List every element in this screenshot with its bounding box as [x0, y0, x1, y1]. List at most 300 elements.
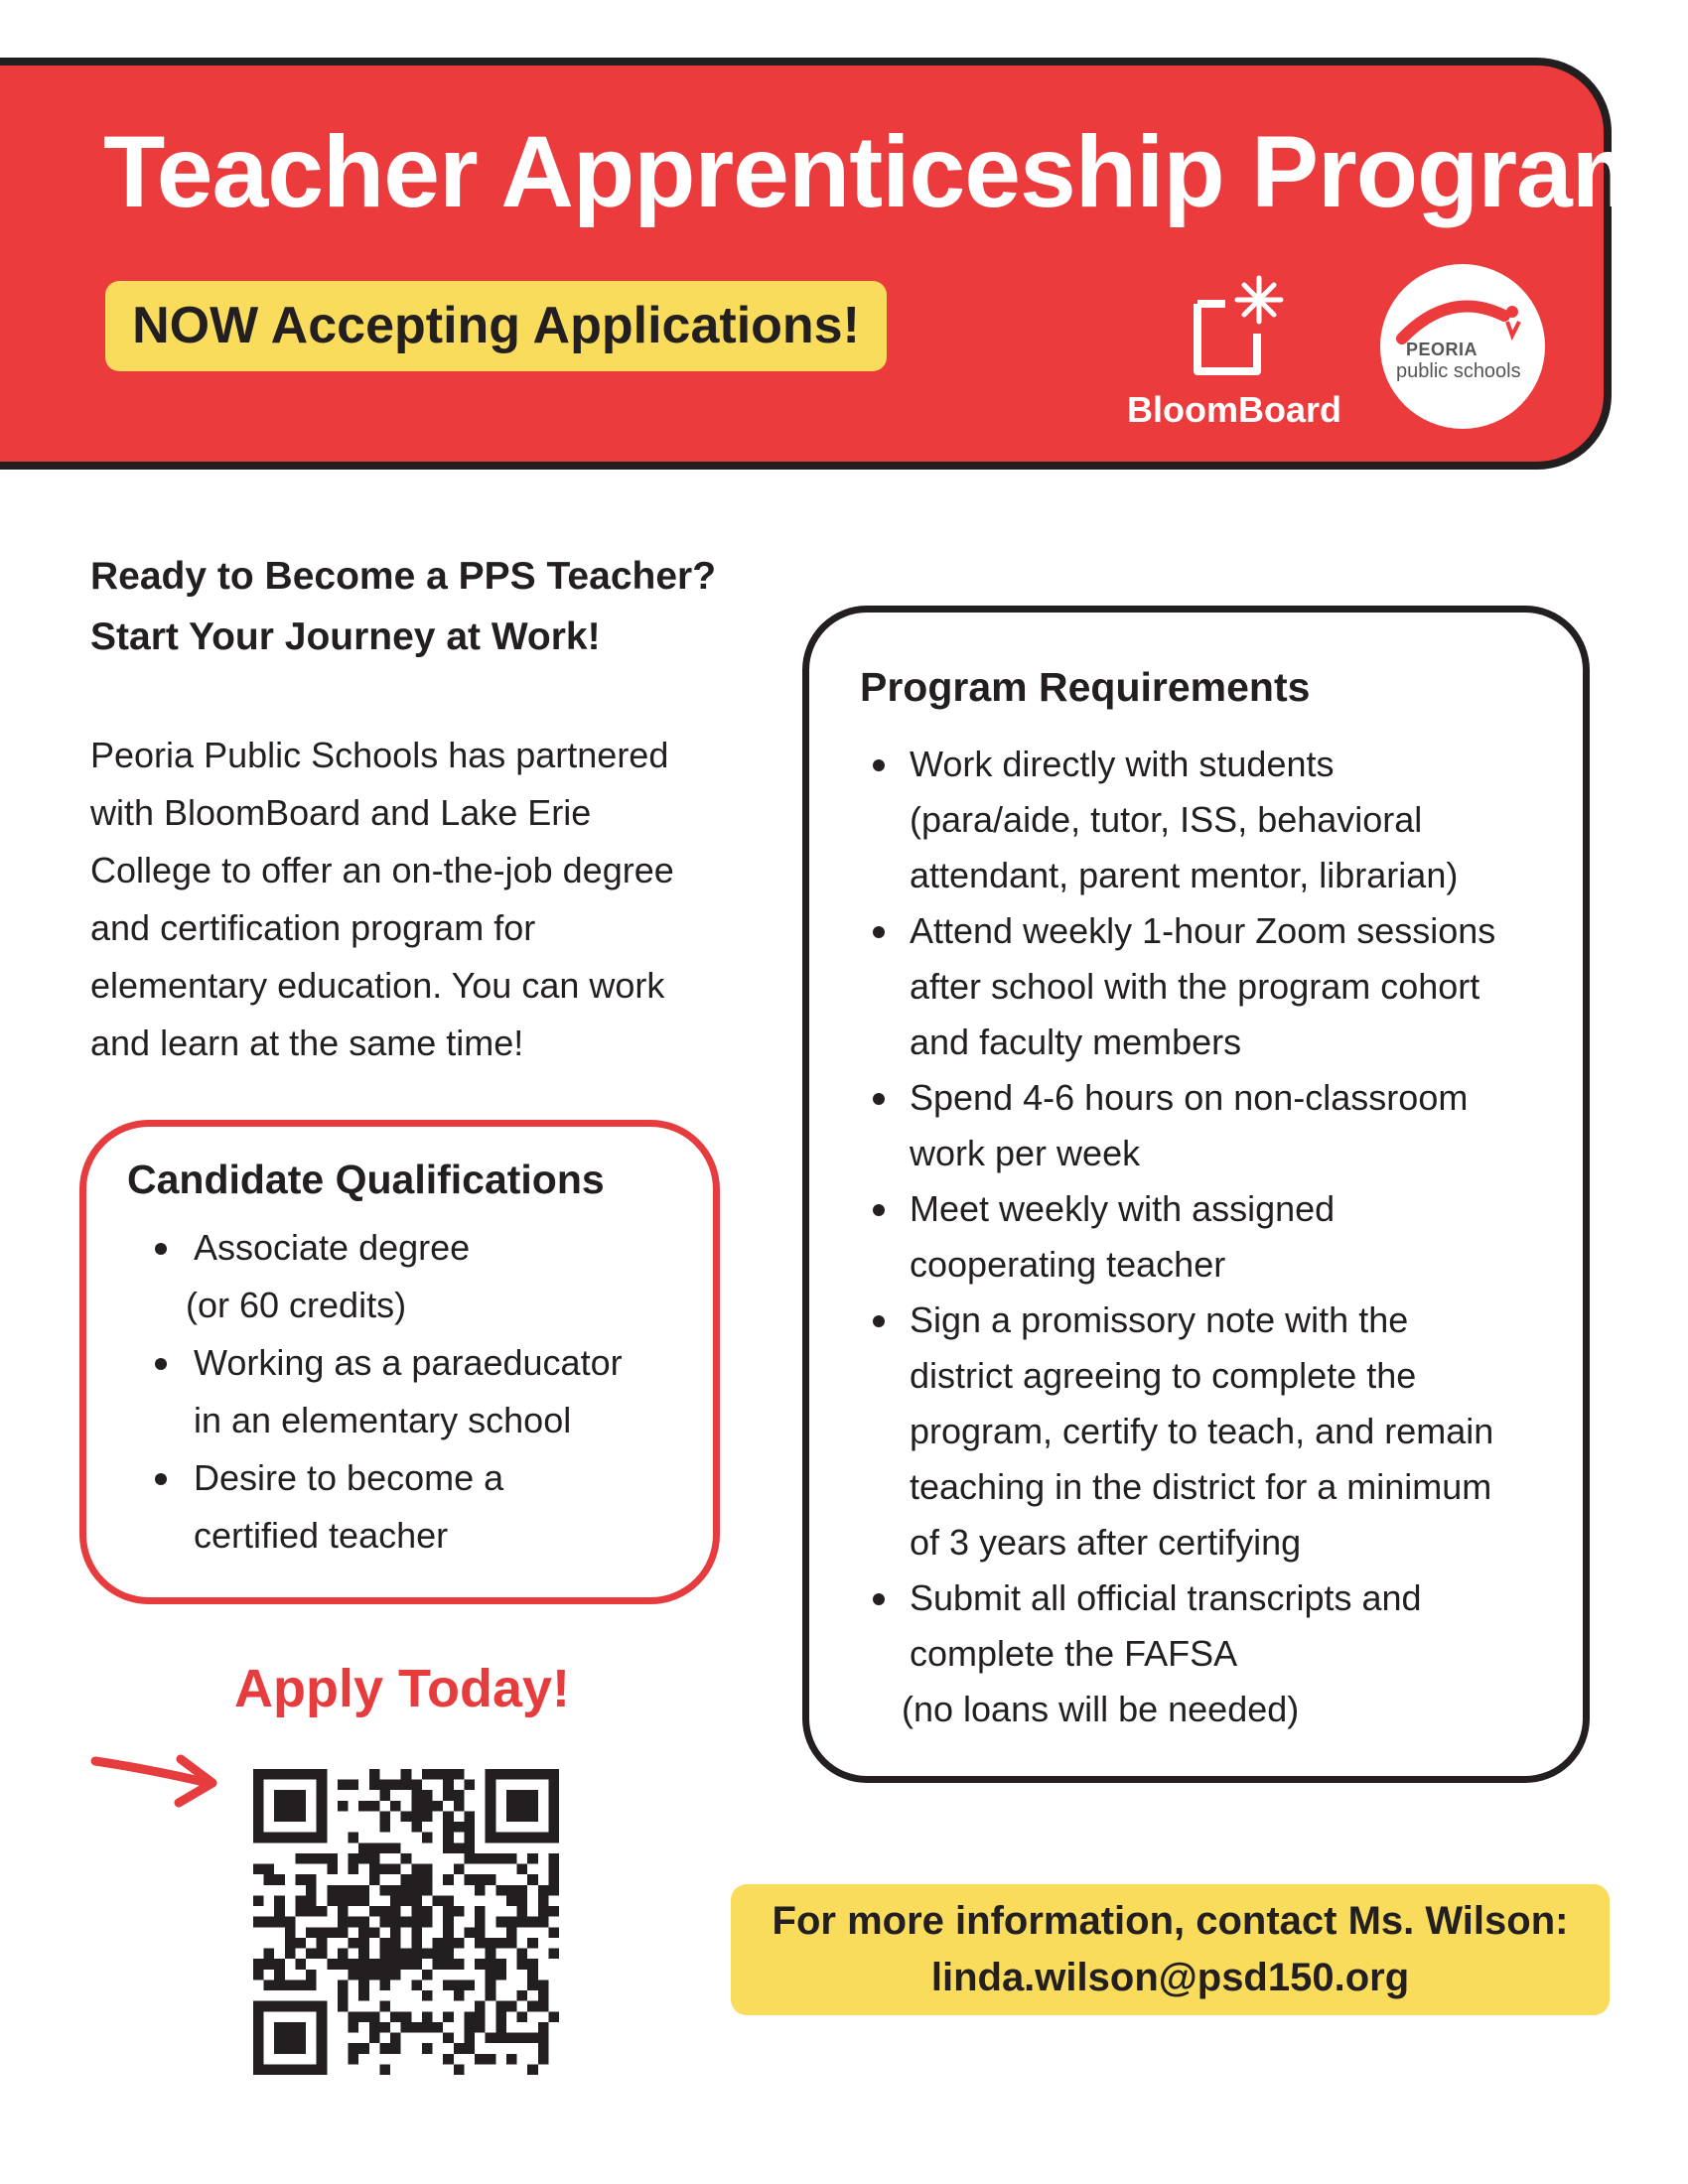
qr-module [295, 1853, 306, 1864]
qr-module [401, 1780, 412, 1791]
qr-module [379, 1843, 390, 1853]
qr-module [411, 1927, 422, 1938]
qr-module [433, 1959, 444, 1970]
qr-module [495, 1885, 506, 1896]
qr-module [317, 2001, 328, 2012]
qr-module [306, 1874, 317, 1885]
qr-module [495, 2011, 506, 2022]
qr-module [317, 1780, 328, 1791]
qr-module [253, 1959, 264, 1970]
contact-box [731, 1884, 1610, 2015]
qr-module [349, 1885, 359, 1896]
qr-module [253, 1864, 264, 1875]
intro-line: elementary education. You can work [90, 965, 665, 1006]
qr-module [285, 2043, 296, 2054]
requirements-list [865, 737, 1560, 1737]
qr-module [349, 2054, 359, 2065]
qr-module [369, 2033, 380, 2044]
qr-module [411, 1801, 422, 1812]
qr-code[interactable] [253, 1769, 559, 2075]
qr-module [338, 1949, 349, 1960]
contact-line: For more information, contact Ms. Wilson: [772, 1899, 1569, 1943]
qr-module [358, 2043, 369, 2054]
requirement-line: Meet weekly with assigned [910, 1188, 1336, 1229]
qr-module [306, 2001, 317, 2012]
qr-module [349, 1917, 359, 1928]
qr-module [390, 1843, 401, 1853]
qr-module [390, 1885, 401, 1896]
qr-module [486, 1811, 496, 1822]
qr-module [285, 2033, 296, 2044]
qr-module [349, 1864, 359, 1875]
qr-module [454, 1790, 465, 1801]
qr-module [411, 1885, 422, 1896]
qr-module [495, 1970, 506, 1980]
qr-module [285, 1833, 296, 1843]
qr-module [527, 1790, 538, 1801]
qr-module [506, 1938, 517, 1949]
qr-module [401, 1959, 412, 1970]
qr-module [454, 1769, 465, 1780]
qr-module [464, 1979, 475, 1990]
list-item [865, 1570, 1560, 1737]
qr-module [454, 1990, 465, 2001]
qr-module [443, 1822, 454, 1833]
qr-module [422, 1833, 433, 1843]
qr-module [379, 1959, 390, 1970]
qr-module [443, 2033, 454, 2044]
qr-module [285, 2064, 296, 2075]
qr-module [295, 1895, 306, 1906]
intro-line: Peoria Public Schools has partnered [90, 735, 669, 775]
qr-module [358, 1801, 369, 1812]
qr-module [411, 1917, 422, 1928]
qr-module [285, 1949, 296, 1960]
qr-module [464, 1780, 475, 1791]
qr-module [390, 1917, 401, 1928]
qr-module [538, 1990, 549, 2001]
qr-module [517, 1885, 528, 1896]
qr-module [306, 1769, 317, 1780]
qr-module [443, 1959, 454, 1970]
qr-module [253, 2043, 264, 2054]
qr-module [358, 1885, 369, 1896]
qr-module [274, 1970, 285, 1980]
qr-module [338, 1885, 349, 1896]
qr-module [253, 1801, 264, 1812]
qr-module [538, 2001, 549, 2012]
qr-module [443, 2011, 454, 2022]
qr-module [369, 2022, 380, 2033]
qr-module [349, 1833, 359, 1843]
requirement-line: Work directly with students [910, 744, 1335, 784]
qr-module [306, 1853, 317, 1864]
qr-module [317, 1833, 328, 1843]
qr-module [495, 1938, 506, 1949]
qr-module [495, 2022, 506, 2033]
qr-module [517, 1906, 528, 1917]
qr-module [338, 1917, 349, 1928]
qr-module [422, 1801, 433, 1812]
qr-module [548, 1874, 559, 1885]
qr-module [369, 1853, 380, 1864]
qr-module [527, 1811, 538, 1822]
pps-logo-bottom-text: public schools [1396, 360, 1521, 382]
intro-line: with BloomBoard and Lake Erie [90, 792, 592, 833]
qr-module [411, 1938, 422, 1949]
qr-module [264, 1769, 275, 1780]
qr-module [517, 1949, 528, 1960]
qr-module [548, 1864, 559, 1875]
qr-module [495, 2001, 506, 2012]
qr-module [369, 1780, 380, 1791]
qr-module [527, 1833, 538, 1843]
qr-module [411, 1864, 422, 1875]
contact-email[interactable]: linda.wilson@psd150.org [930, 1956, 1410, 1999]
qr-module [358, 1895, 369, 1906]
qr-module [411, 1949, 422, 1960]
qr-module [358, 1853, 369, 1864]
qr-module [327, 1885, 338, 1896]
qr-module [274, 1790, 285, 1801]
qr-module [295, 1790, 306, 1801]
qr-module [295, 1979, 306, 1990]
qr-module [358, 1970, 369, 1980]
qr-module [443, 1938, 454, 1949]
qr-module [401, 1895, 412, 1906]
qr-module [464, 2033, 475, 2044]
qr-module [401, 1811, 412, 1822]
qr-module [486, 1790, 496, 1801]
qr-module [317, 2064, 328, 2075]
qr-module [338, 1990, 349, 2001]
qr-module [506, 1917, 517, 1928]
qr-module [411, 1780, 422, 1791]
peoria-public-schools-logo [1380, 264, 1545, 429]
qr-module [517, 1864, 528, 1875]
qr-module [422, 2043, 433, 2054]
requirement-line: attendant, parent mentor, librarian) [910, 855, 1459, 895]
qr-module [253, 1780, 264, 1791]
qr-module [475, 2011, 486, 2022]
page-title: Teacher Apprenticeship Program [103, 115, 1661, 228]
qr-module [317, 1938, 328, 1949]
qr-module [285, 1811, 296, 1822]
qr-module [264, 1979, 275, 1990]
qr-module [358, 2011, 369, 2022]
qr-module [486, 1959, 496, 1970]
qr-module [411, 1874, 422, 1885]
qr-module [517, 2033, 528, 2044]
qr-module [443, 2054, 454, 2065]
qr-module [443, 1833, 454, 1843]
qr-module [379, 1780, 390, 1791]
qr-module [379, 2043, 390, 2054]
qr-module [306, 1979, 317, 1990]
qr-module [527, 2064, 538, 2075]
qr-module [274, 2064, 285, 2075]
qr-module [295, 2033, 306, 2044]
qr-module [538, 1917, 549, 1928]
qr-module [369, 1864, 380, 1875]
qr-module [327, 1959, 338, 1970]
qr-module [327, 1853, 338, 1864]
requirement-note: (no loans will be needed) [902, 1689, 1300, 1729]
qr-module [411, 1979, 422, 1990]
qr-module [358, 1949, 369, 1960]
qr-module [527, 1938, 538, 1949]
qr-module [454, 1822, 465, 1833]
qr-module [349, 1895, 359, 1906]
qr-module [295, 2064, 306, 2075]
qr-module [506, 2033, 517, 2044]
qr-module [422, 1917, 433, 1928]
qr-module [306, 1885, 317, 1896]
qr-module [464, 1853, 475, 1864]
qr-module [486, 1874, 496, 1885]
qr-module [295, 1938, 306, 1949]
qualification-line: Working as a paraeducator [194, 1342, 623, 1383]
qr-module [274, 1959, 285, 1970]
qr-module [369, 1927, 380, 1938]
qr-module [506, 2001, 517, 2012]
qualification-line: (or 60 credits) [186, 1285, 407, 1325]
requirement-line: Attend weekly 1-hour Zoom sessions [910, 910, 1496, 951]
qr-module [548, 1801, 559, 1812]
qr-module [306, 1949, 317, 1960]
qr-module [517, 1959, 528, 1970]
qr-module [253, 1833, 264, 1843]
qr-module [295, 1906, 306, 1917]
qr-module [264, 1874, 275, 1885]
qr-module [253, 1790, 264, 1801]
qr-module [433, 1938, 444, 1949]
qr-module [538, 1906, 549, 1917]
qr-module [506, 1769, 517, 1780]
qualification-line: Desire to become a [194, 1457, 504, 1498]
qr-module [379, 1949, 390, 1960]
qr-module [274, 1833, 285, 1843]
qr-module [306, 2064, 317, 2075]
intro-paragraph [90, 727, 746, 1072]
qr-module [379, 2022, 390, 2033]
qr-module [379, 1811, 390, 1822]
qr-module [422, 1769, 433, 1780]
qr-module [349, 2011, 359, 2022]
qr-module [379, 1938, 390, 1949]
qr-module [475, 2054, 486, 2065]
qr-module [527, 2033, 538, 2044]
qr-module [285, 1917, 296, 1928]
qr-module [358, 1917, 369, 1928]
qr-module [401, 1769, 412, 1780]
qr-module [527, 1769, 538, 1780]
qr-module [486, 1938, 496, 1949]
qr-module [317, 2011, 328, 2022]
requirements-heading: Program Requirements [860, 664, 1311, 710]
qr-module [548, 1853, 559, 1864]
qr-module [295, 1874, 306, 1885]
qr-module [422, 1949, 433, 1960]
qr-module [443, 1811, 454, 1822]
qr-module [517, 1895, 528, 1906]
intro-heading-line: Ready to Become a PPS Teacher? [90, 555, 717, 598]
list-item [149, 1334, 705, 1449]
qr-module [433, 2022, 444, 2033]
qr-module [401, 1874, 412, 1885]
requirement-line: work per week [910, 1133, 1141, 1173]
qr-module [443, 1874, 454, 1885]
qr-module [486, 1949, 496, 1960]
qualification-line: in an elementary school [194, 1400, 572, 1440]
qr-module [349, 1938, 359, 1949]
qr-module [274, 1895, 285, 1906]
qr-module [379, 1822, 390, 1833]
qr-module [538, 1769, 549, 1780]
qr-module [548, 1927, 559, 1938]
qr-module [443, 1843, 454, 1853]
qr-module [527, 1801, 538, 1812]
qr-module [486, 2054, 496, 2065]
qr-module [379, 1970, 390, 1980]
requirement-line: cooperating teacher [910, 1244, 1226, 1285]
qr-module [548, 1822, 559, 1833]
list-item [865, 903, 1560, 1070]
qr-module [295, 1769, 306, 1780]
qr-module [274, 1874, 285, 1885]
qr-module [401, 1885, 412, 1896]
qr-module [401, 2022, 412, 2033]
qr-module [538, 1885, 549, 1896]
qr-module [548, 1906, 559, 1917]
qr-module [422, 2022, 433, 2033]
qr-module [338, 2001, 349, 2012]
qr-module [253, 2022, 264, 2033]
requirement-line: complete the FAFSA [910, 1633, 1238, 1674]
requirement-line: teaching in the district for a minimum [910, 1466, 1492, 1507]
requirement-line: Submit all official transcripts and [910, 1577, 1422, 1618]
qr-module [264, 1833, 275, 1843]
qr-module [285, 1801, 296, 1812]
qr-module [517, 1833, 528, 1843]
qr-module [422, 1864, 433, 1875]
bloomboard-logo [1120, 272, 1348, 431]
qr-module [349, 1970, 359, 1980]
qr-module [390, 2033, 401, 2044]
qr-module [495, 1833, 506, 1843]
qr-module [358, 1990, 369, 2001]
qr-module [338, 1979, 349, 1990]
qr-module [274, 1769, 285, 1780]
qr-module [317, 2043, 328, 2054]
qr-module [379, 1917, 390, 1928]
qr-module [317, 2054, 328, 2065]
qr-module [295, 1959, 306, 1970]
qr-module [253, 2033, 264, 2044]
qr-module [506, 1833, 517, 1843]
list-item [865, 1070, 1560, 1181]
qr-module [486, 2033, 496, 2044]
qr-module [548, 1811, 559, 1822]
qr-module [486, 1853, 496, 1864]
qr-module [454, 1864, 465, 1875]
qr-module [317, 1769, 328, 1780]
qr-module [475, 1853, 486, 1864]
qualification-line: Associate degree [194, 1227, 471, 1268]
qr-module [349, 2022, 359, 2033]
qr-module [274, 2022, 285, 2033]
accepting-applications-badge: NOW Accepting Applications! [105, 281, 887, 371]
qr-module [349, 1780, 359, 1791]
qr-module [538, 2022, 549, 2033]
qr-module [486, 1979, 496, 1990]
qr-module [253, 1769, 264, 1780]
qr-module [411, 1790, 422, 1801]
qr-module [390, 1949, 401, 1960]
qr-module [369, 1970, 380, 1980]
qr-module [506, 1801, 517, 1812]
qr-module [527, 1874, 538, 1885]
qr-module [422, 1811, 433, 1822]
qr-module [285, 2001, 296, 2012]
bloomboard-logo-icon [1188, 272, 1287, 381]
qr-module [317, 1811, 328, 1822]
qr-module [475, 1938, 486, 1949]
intro-line: College to offer an on-the-job degree [90, 850, 674, 890]
qr-module [379, 2001, 390, 2012]
qr-module [390, 1906, 401, 1917]
qr-module [464, 1811, 475, 1822]
requirement-line: Spend 4-6 hours on non-classroom [910, 1077, 1469, 1118]
qr-module [464, 2022, 475, 2033]
qr-module [264, 1959, 275, 1970]
qr-module [274, 1801, 285, 1812]
qr-module [538, 2043, 549, 2054]
qr-module [517, 1811, 528, 1822]
qr-module [411, 2022, 422, 2033]
qr-module [274, 1917, 285, 1928]
qr-module [369, 1769, 380, 1780]
qr-module [454, 1843, 465, 1853]
qr-module [390, 1938, 401, 1949]
qr-module [443, 1927, 454, 1938]
requirement-line: district agreeing to complete the [910, 1355, 1417, 1396]
qr-module [253, 1970, 264, 1980]
qr-module [338, 1906, 349, 1917]
qr-module [548, 1833, 559, 1843]
qr-module [253, 1811, 264, 1822]
qr-module [358, 1927, 369, 1938]
qr-module [443, 1917, 454, 1928]
qr-module [443, 1769, 454, 1780]
qr-module [517, 1801, 528, 1812]
qr-module [401, 2011, 412, 2022]
qualifications-list [149, 1219, 705, 1565]
qr-module [317, 2022, 328, 2033]
requirement-line: (para/aide, tutor, ISS, behavioral [910, 799, 1423, 840]
qr-module [464, 1833, 475, 1843]
qr-module [349, 1853, 359, 1864]
qr-module [390, 1780, 401, 1791]
qr-module [517, 1769, 528, 1780]
qr-module [306, 1833, 317, 1843]
qr-module [338, 1927, 349, 1938]
qr-module [317, 2033, 328, 2044]
qr-module [464, 1843, 475, 1853]
qr-module [422, 1885, 433, 1896]
qr-module [285, 1938, 296, 1949]
qr-module [306, 1895, 317, 1906]
